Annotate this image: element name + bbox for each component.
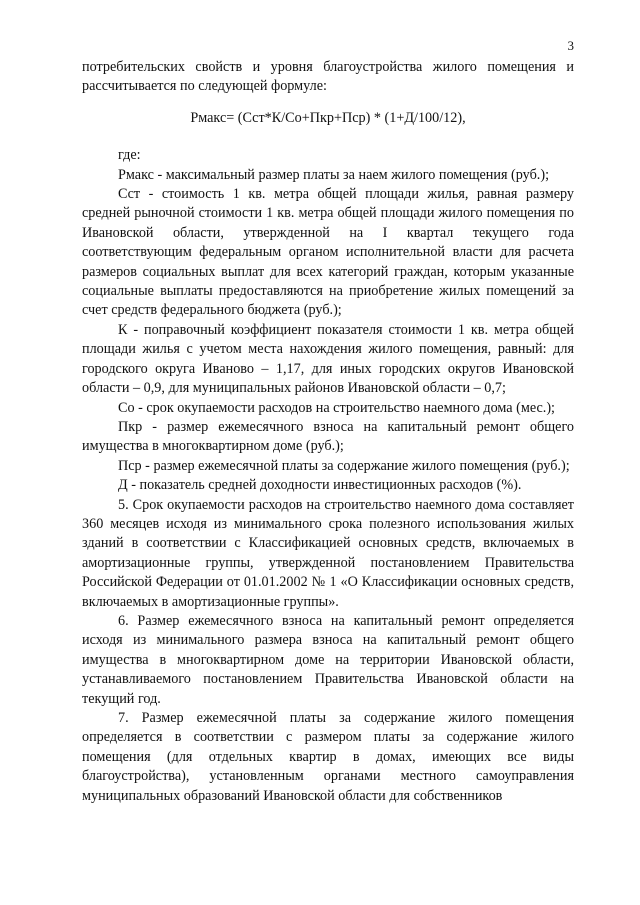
paragraph-intro: потребительских свойств и уровня благоустройства жилого помещения и рассчитывается по следующей формуле:	[82, 59, 574, 95]
definition-pkr: Пкр - размер ежемесячного взноса на капитальный ремонт общего имущества в многоквартирном доме (руб.);	[82, 418, 574, 455]
page-number: 3	[567, 38, 574, 53]
definition-k: К - поправочный коэффициент показателя стоимости 1 кв. метра общей площади жилья с учетом места нахождения жилого помещения, равный: для городского округа Иваново – 1,17, для иных городских округов Ивановской области – 0,9, для муниципальных районов Ивановской области – 0,7;	[82, 321, 574, 397]
definition-rmaks: Рмакс - максимальный размер платы за наем жилого помещения (руб.);	[118, 166, 550, 183]
definition-sst: Сст - стоимость 1 кв. метра общей площади жилья, равная размеру средней рыночной стоимости 1 кв. метра общей площади жилого помещения по Ивановской области, утвержденной на I квартал текущего года соответствующим федеральным органом исполнительной власти для расчета размеров социальных выплат для всех категорий граждан, которым указанные социальные выплаты предоставляются на приобретение жилых помещений за счет средств федерального бюджета (руб.);	[82, 186, 574, 319]
definition-so: Со - срок окупаемости расходов на строительство наемного дома (мес.);	[118, 399, 555, 416]
paragraph-7: 7. Размер ежемесячной платы за содержание жилого помещения определяется в соответствии с размером платы за содержание жилого помещения (для отдельных квартир в домах, имеющих все виды благоустройства), установленным органами местного самоуправления муниципальных образований Ивановской области для собственников	[82, 710, 574, 804]
paragraph-5: 5. Срок окупаемости расходов на строительство наемного дома составляет 360 месяцев исходя из минимального срока полезного использования жилых зданий в соответствии с Классификацией основных средств, включаемых в амортизационные группы, утвержденной постановлением Правительства Российской Федерации от 01.01.2002 № 1 «О Классификации основных средств, включаемых в амортизационные группы».	[82, 496, 574, 610]
where-label: где:	[118, 147, 141, 164]
definition-psr: Пср - размер ежемесячной платы за содержание жилого помещения (руб.);	[118, 457, 570, 474]
formula: Рмакс= (Сст*К/Со+Пкр+Пср) * (1+Д/100/12),	[190, 109, 466, 126]
definition-d: Д - показатель средней доходности инвестиционных расходов (%).	[118, 477, 522, 494]
paragraph-6: 6. Размер ежемесячного взноса на капитальный ремонт определяется исходя из минимального размера взноса на капитальный ремонт общего имущества в многоквартирном доме на территории Ивановской области, устанавливаемого постановлением Правительства Ивановской области на текущий год.	[82, 612, 574, 707]
document-body	[82, 58, 574, 806]
